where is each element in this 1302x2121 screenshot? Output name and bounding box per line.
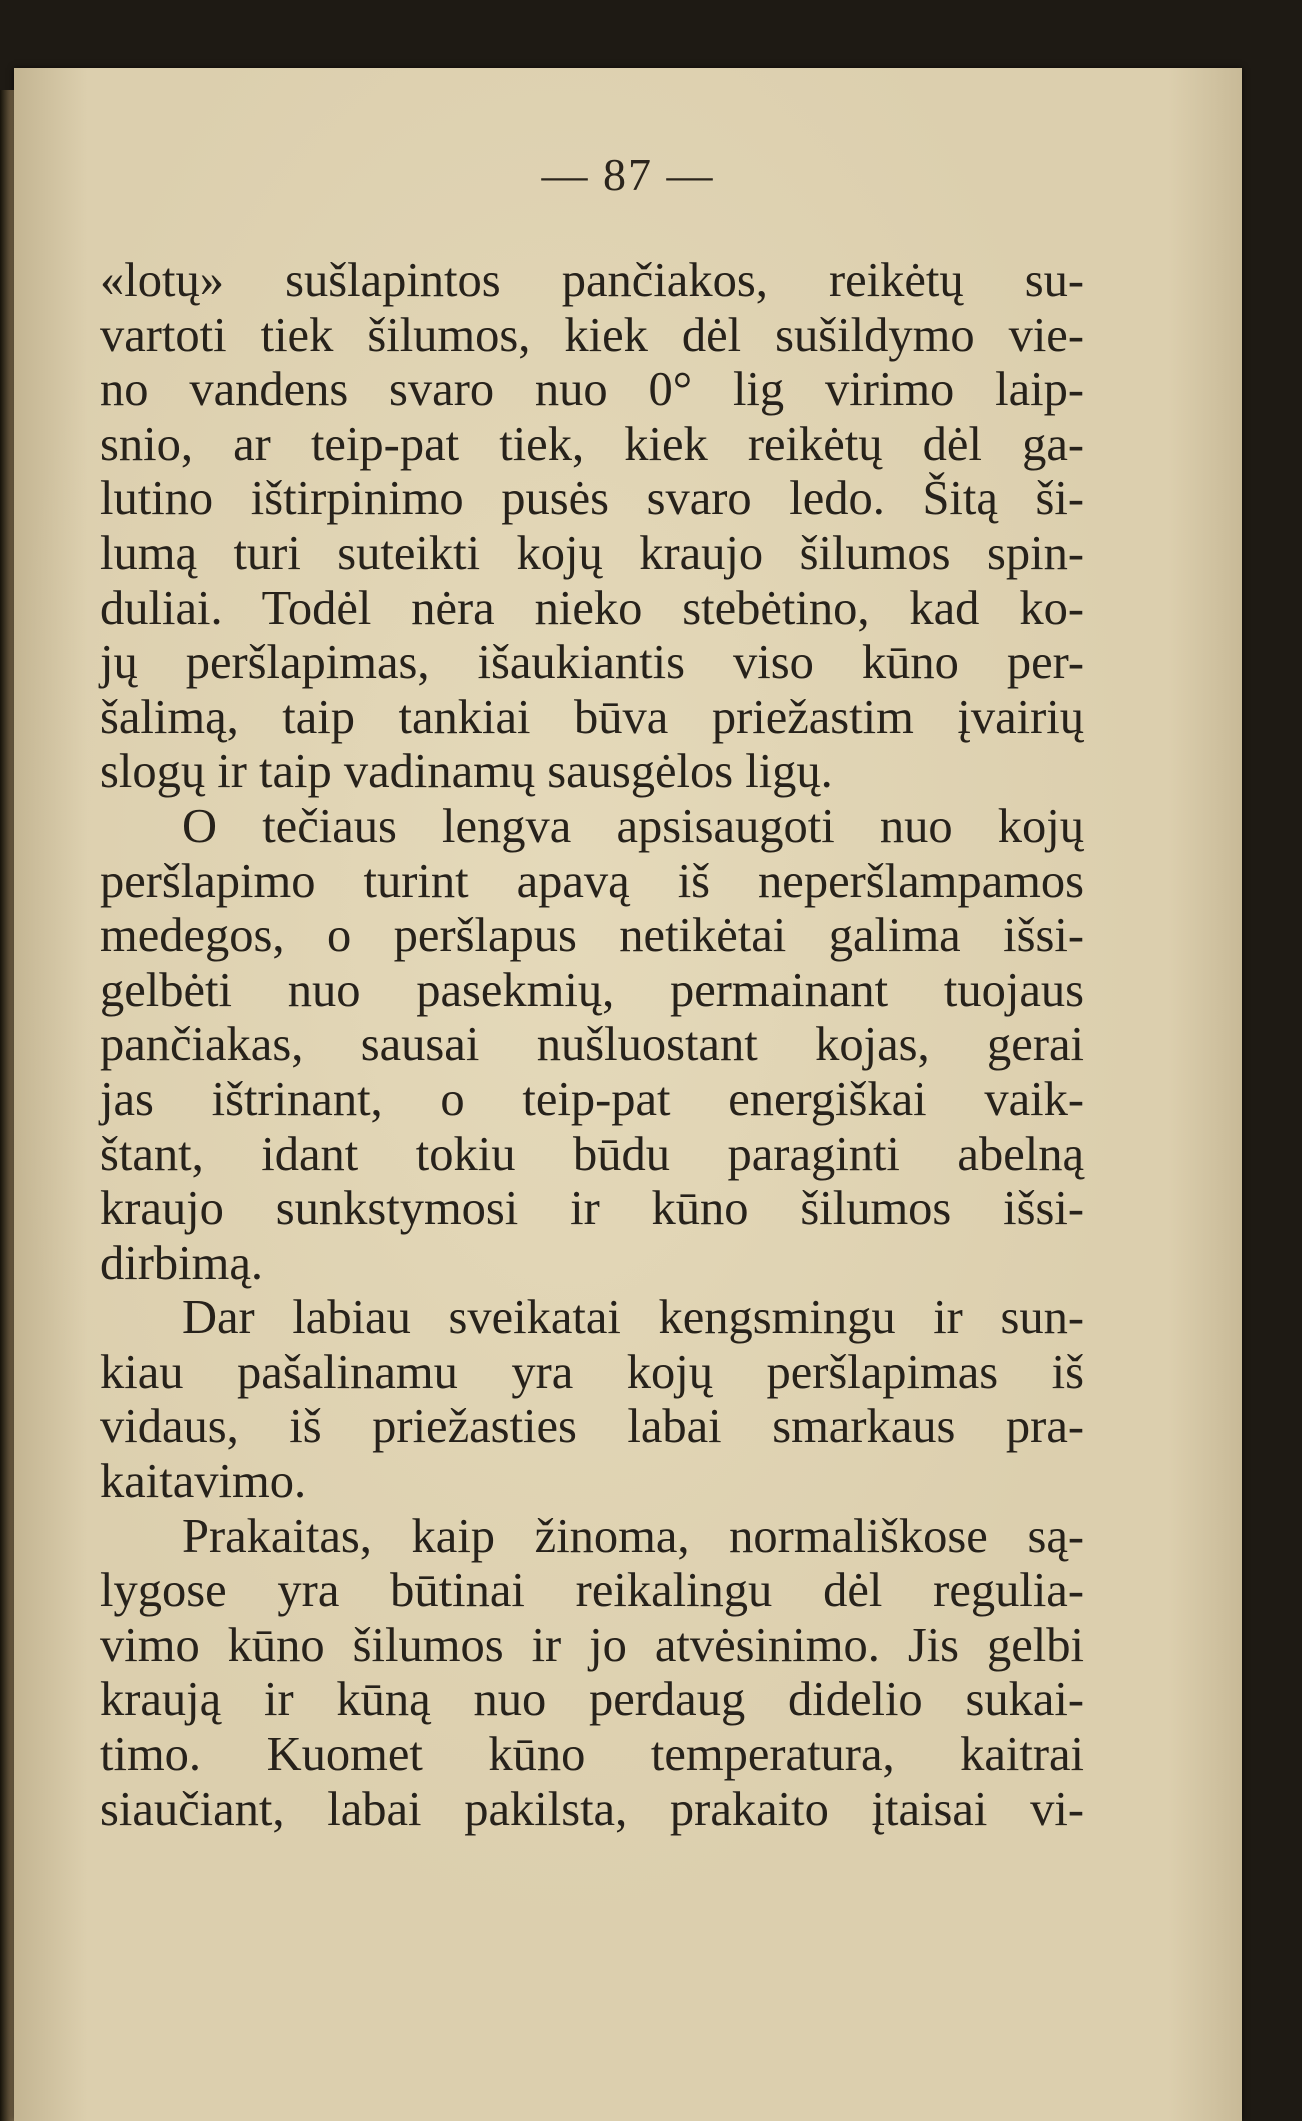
text-line: siaučiant, labai pakilsta, prakaito įtaisai vi-	[100, 1782, 1084, 1836]
text-line: lumą turi suteikti kojų kraujo šilumos spin-	[100, 526, 1084, 580]
text-line: Prakaitas, kaip žinoma, normališkose są-	[182, 1509, 1084, 1563]
text-line: kraujo sunkstymosi ir kūno šilumos išsi-	[100, 1182, 1084, 1236]
text-line: vimo kūno šilumos ir jo atvėsinimo. Jis gelbi	[100, 1618, 1084, 1672]
text-line: peršlapimo turint apavą iš neperšlampamos	[100, 854, 1084, 908]
text-line: medegos, o peršlapus netikėtai galima išsi-	[100, 909, 1084, 963]
text-line: pančiakas, sausai nušluostant kojas, gerai	[100, 1018, 1084, 1072]
text-line: timo. Kuomet kūno temperatura, kaitrai	[100, 1728, 1084, 1782]
text-line: «lotų» sušlapintos pančiakos, reikėtų su-	[100, 254, 1084, 307]
text-line: slogų ir taip vadinamų sausgėlos ligų.	[100, 745, 833, 799]
text-line: štant, idant tokiu būdu paraginti abelną	[100, 1127, 1084, 1181]
text-line: lygose yra būtinai reikalingu dėl regulia-	[100, 1564, 1084, 1618]
text-line: duliai. Todėl nėra nieko stebėtino, kad ko-	[100, 581, 1084, 635]
text-line: O tečiaus lengva apsisaugoti nuo kojų	[182, 799, 1084, 853]
text-line: vidaus, iš priežasties labai smarkaus pra-	[100, 1400, 1084, 1454]
book-page	[14, 68, 1242, 2121]
text-line: vartoti tiek šilumos, kiek dėl sušildymo vie-	[100, 308, 1084, 362]
text-line: kaitavimo.	[100, 1455, 307, 1509]
text-line: Dar labiau sveikatai kengsmingu ir sun-	[182, 1291, 1084, 1345]
text-line: lutino ištirpinimo pusės svaro ledo. Šitą ši-	[100, 472, 1084, 526]
page-number: — 87 —	[541, 149, 715, 200]
text-line: gelbėti nuo pasekmių, permainant tuojaus	[100, 963, 1084, 1017]
body-text	[100, 254, 1084, 1837]
text-line: šalimą, taip tankiai būva priežastim įvairių	[100, 690, 1084, 744]
text-line: snio, ar teip-pat tiek, kiek reikėtų dėl ga-	[100, 417, 1084, 471]
text-line: jas ištrinant, o teip-pat energiškai vaik-	[100, 1072, 1084, 1126]
text-line: jų peršlapimas, išaukiantis viso kūno per-	[100, 636, 1084, 690]
text-line: kiau pašalinamu yra kojų peršlapimas iš	[100, 1345, 1084, 1399]
text-line: dirbimą.	[100, 1236, 263, 1290]
text-line: no vandens svaro nuo 0° lig virimo laip-	[100, 363, 1084, 417]
text-line: kraują ir kūną nuo perdaug didelio sukai-	[100, 1673, 1084, 1727]
